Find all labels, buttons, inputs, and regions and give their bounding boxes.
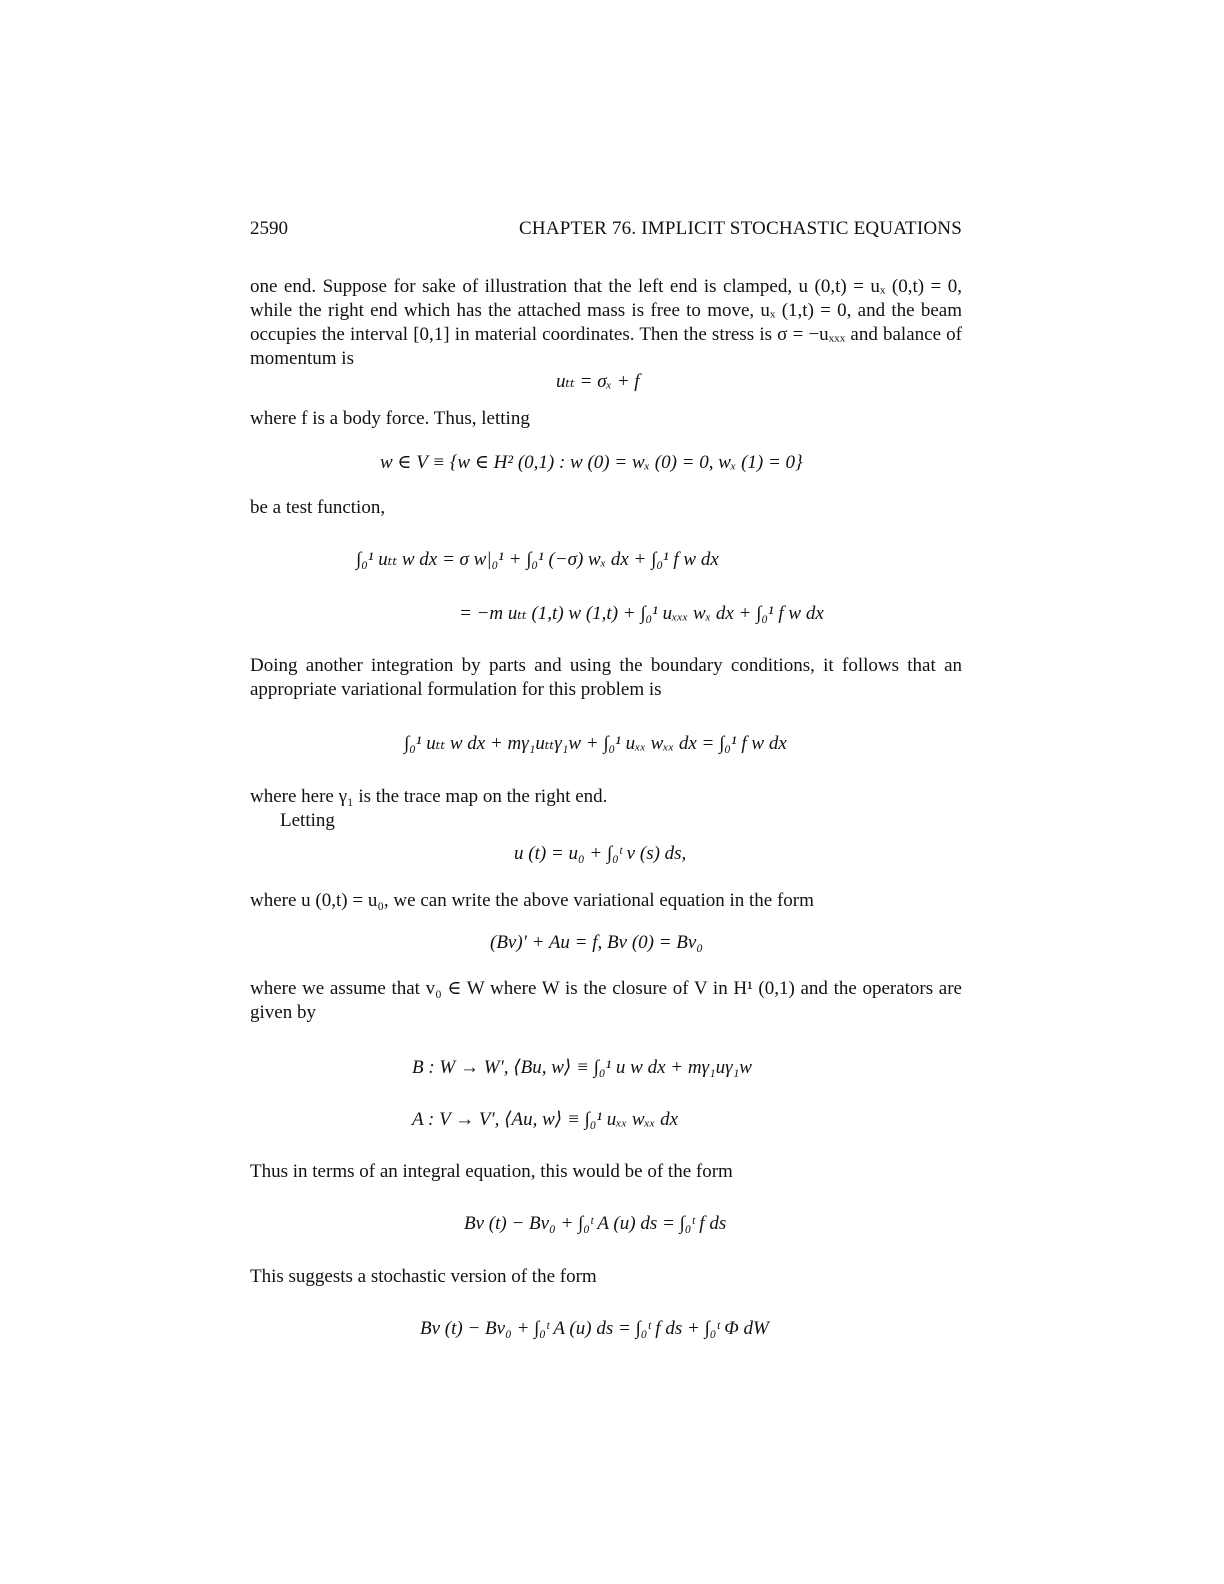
chapter-title: CHAPTER 76. IMPLICIT STOCHASTIC EQUATIONS bbox=[519, 218, 962, 239]
equation-ibp-line-1: ∫₀¹ uₜₜ w dx = σ w|₀¹ + ∫₀¹ (−σ) wₓ dx + ∫₀¹ f w dx bbox=[356, 549, 719, 570]
paragraph-3: be a test function, bbox=[250, 497, 386, 518]
paragraph-9: Thus in terms of an integral equation, this would be of the form bbox=[250, 1161, 733, 1182]
equation-u-definition: u (t) = u₀ + ∫₀ᵗ v (s) ds, bbox=[514, 843, 687, 864]
equation-variational: ∫₀¹ uₜₜ w dx + mγ₁uₜₜγ₁w + ∫₀¹ uₓₓ wₓₓ dx = ∫₀¹ f w dx bbox=[404, 733, 787, 754]
paragraph-1: one end. Suppose for sake of illustration that the left end is clamped, u (0,t) = uₓ (0,t) = 0, while the right end which has the attached mass is free to move, uₓ (1,t) = 0, and the beam occupies the interval [0,1] in material coordinates. Then the stress is σ = −uₓₓₓ and balance of momentum is bbox=[250, 276, 962, 369]
equation-test-space: w ∈ V ≡ {w ∈ H² (0,1) : w (0) = wₓ (0) = 0, wₓ (1) = 0} bbox=[380, 452, 803, 473]
equation-evolution: (Bv)′ + Au = f, Bv (0) = Bv₀ bbox=[490, 932, 703, 953]
paragraph-7: where u (0,t) = u₀, we can write the above variational equation in the form bbox=[250, 890, 814, 911]
equation-operator-b: B : W → W′, ⟨Bu, w⟩ ≡ ∫₀¹ u w dx + mγ₁uγ₁w bbox=[412, 1057, 752, 1078]
paragraph-4: Doing another integration by parts and using the boundary conditions, it follows that an appropriate variational formulation for this problem is bbox=[250, 655, 962, 700]
page-number: 2590 bbox=[250, 218, 288, 239]
equation-integral-form: Bv (t) − Bv₀ + ∫₀ᵗ A (u) ds = ∫₀ᵗ f ds bbox=[464, 1213, 727, 1234]
paragraph-5: where here γ₁ is the trace map on the right end. bbox=[250, 786, 608, 807]
equation-operators bbox=[412, 1040, 972, 1150]
equation-operator-a: A : V → V′, ⟨Au, w⟩ ≡ ∫₀¹ uₓₓ wₓₓ dx bbox=[412, 1109, 678, 1130]
equation-ibp bbox=[356, 540, 956, 650]
equation-ibp-line-2: = −m uₜₜ (1,t) w (1,t) + ∫₀¹ uₓₓₓ wₓ dx + ∫₀¹ f w dx bbox=[459, 603, 824, 624]
paragraph-2: where f is a body force. Thus, letting bbox=[250, 408, 530, 429]
paragraph-10: This suggests a stochastic version of the form bbox=[250, 1266, 597, 1287]
paragraph-6: Letting bbox=[280, 810, 335, 831]
equation-balance: uₜₜ = σₓ + f bbox=[556, 371, 640, 392]
paragraph-8: where we assume that v₀ ∈ W where W is the closure of V in H¹ (0,1) and the operators are given by bbox=[250, 978, 962, 1023]
equation-stochastic-form: Bv (t) − Bv₀ + ∫₀ᵗ A (u) ds = ∫₀ᵗ f ds + ∫₀ᵗ Φ dW bbox=[420, 1318, 769, 1339]
